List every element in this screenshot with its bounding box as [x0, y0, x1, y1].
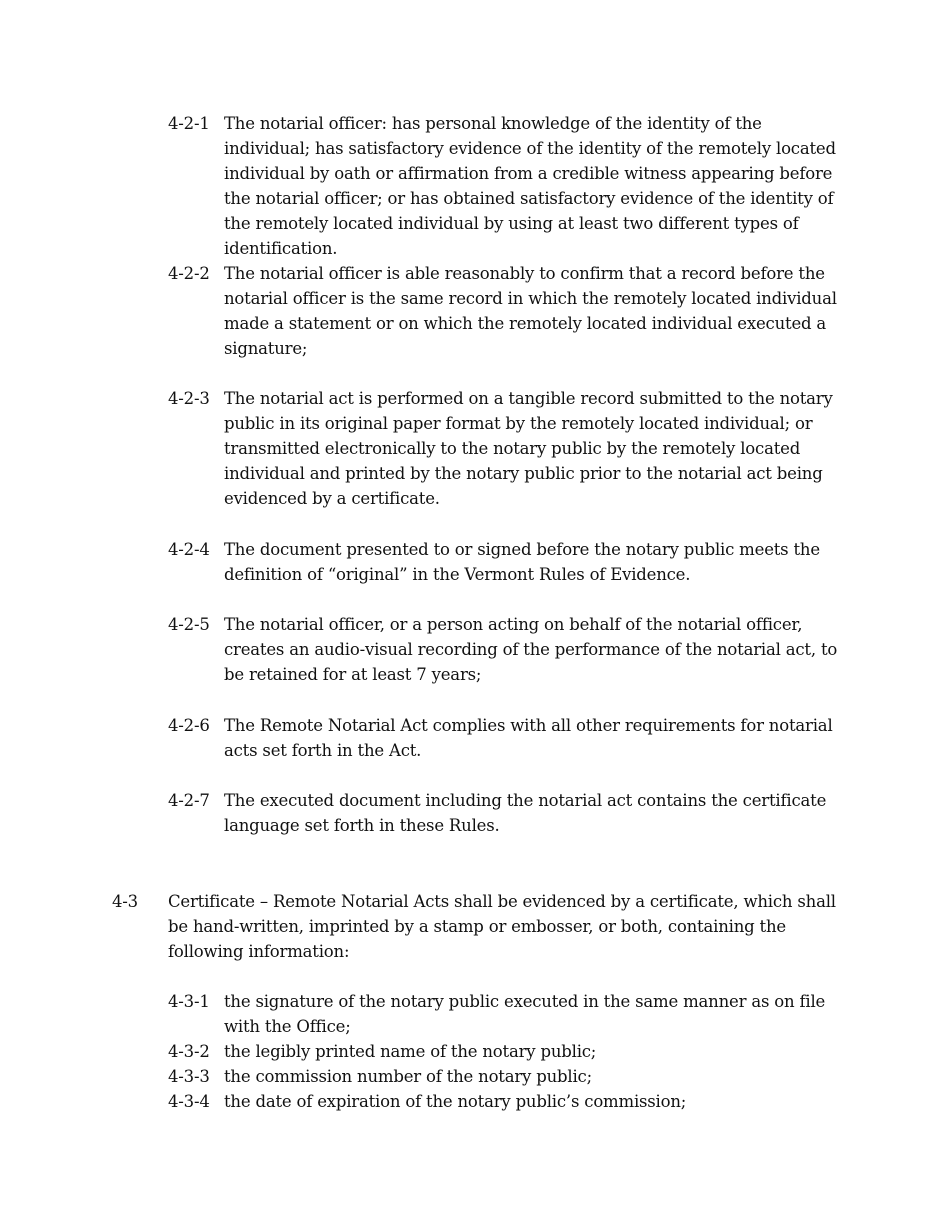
rule-4-2-1	[168, 111, 848, 261]
rule-4-3-3	[168, 1064, 848, 1089]
rule-4-2-4	[168, 537, 848, 587]
rule-number: 4-2-3	[168, 389, 210, 408]
rule-4-2-6	[168, 713, 848, 763]
rule-text: The document presented to or signed before the notary public meets the definition of “original” in the Vermont Rules of Evidence.	[224, 540, 820, 584]
rule-number: 4-2-6	[168, 716, 210, 735]
rule-4-2-3	[168, 386, 848, 511]
rule-number: 4-2-4	[168, 540, 210, 559]
rule-text: The notarial officer is able reasonably to confirm that a record before the notarial officer is the same record in which the remotely located individual made a statement or on which the remotely located individual executed a signature;	[224, 264, 837, 358]
rule-text: The executed document including the notarial act contains the certificate language set forth in these Rules.	[224, 791, 827, 835]
rule-number: 4-2-2	[168, 264, 210, 283]
section-text: Certificate – Remote Notarial Acts shall be evidenced by a certificate, which shall be hand-written, imprinted by a stamp or embosser, or both, containing the following information:	[168, 892, 836, 961]
rule-number: 4-3-4	[168, 1092, 210, 1111]
rule-text: the commission number of the notary public;	[224, 1067, 592, 1086]
rule-text: The Remote Notarial Act complies with all other requirements for notarial acts set forth in the Act.	[224, 716, 833, 760]
rule-text: the signature of the notary public executed in the same manner as on file with the Office;	[224, 992, 826, 1036]
rule-text: The notarial officer, or a person acting on behalf of the notarial officer, creates an audio-visual recording of the performance of the notarial act, to be retained for at least 7 years;	[224, 615, 838, 684]
rule-4-3-4	[168, 1089, 848, 1114]
rule-4-2-7	[168, 788, 848, 838]
section-number: 4-3	[112, 892, 138, 911]
rule-4-2-2	[168, 261, 848, 361]
rule-text: The notarial act is performed on a tangible record submitted to the notary public in its original paper format by the remotely located individual; or transmitted electronically to the notary public by the remotely located individual and printed by the notary public prior to the notarial act being evidenced by a certificate.	[224, 389, 833, 508]
rule-text: the legibly printed name of the notary public;	[224, 1042, 597, 1061]
rule-text: The notarial officer: has personal knowledge of the identity of the individual; has satisfactory evidence of the identity of the remotely located individual by oath or affirmation from a credible witness appearing before the notarial officer; or has obtained satisfactory evidence of the identity of the remotely located individual by using at least two different types of identification.	[224, 114, 836, 258]
rule-text: the date of expiration of the notary public’s commission;	[224, 1092, 687, 1111]
rule-number: 4-3-2	[168, 1042, 210, 1061]
rule-4-3-2	[168, 1039, 848, 1064]
rule-number: 4-3-1	[168, 992, 210, 1011]
rule-number: 4-3-3	[168, 1067, 210, 1086]
rule-4-3-1	[168, 989, 848, 1039]
rule-number: 4-2-1	[168, 114, 210, 133]
rule-4-2-5	[168, 612, 848, 687]
rule-number: 4-2-5	[168, 615, 210, 634]
rule-number: 4-2-7	[168, 791, 210, 810]
section-4-3	[112, 889, 842, 964]
